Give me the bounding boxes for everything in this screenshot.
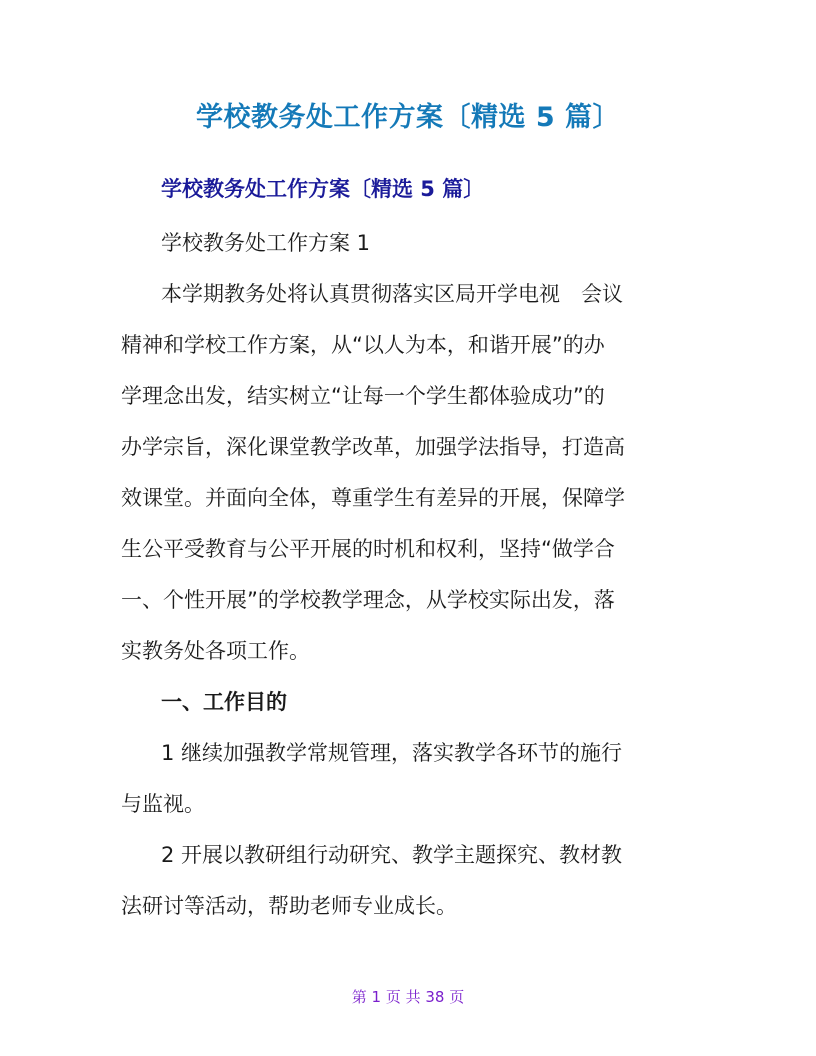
list-item-line: 与监视。 — [121, 792, 205, 816]
paragraph-line: 生公平受教育与公平开展的时机和权利，坚持“做学合 — [121, 537, 615, 561]
document-subtitle: 学校教务处工作方案〔精选 5 篇〕 — [161, 177, 485, 201]
section-title: 学校教务处工作方案 1 — [161, 231, 371, 255]
page-number-footer: 第 1 页 共 38 页 — [351, 988, 465, 1006]
list-item-line: 1 继续加强教学常规管理，落实教学各环节的施行 — [161, 741, 623, 765]
list-item-line: 法研讨等活动，帮助老师专业成长。 — [121, 894, 457, 918]
paragraph-line: 办学宗旨，深化课堂教学改革，加强学法指导，打造高 — [121, 435, 625, 459]
paragraph-line: 学理念出发，结实树立“让每一个学生都体验成功”的 — [121, 384, 605, 408]
paragraph-line: 精神和学校工作方案，从“以人为本，和谐开展”的办 — [121, 333, 605, 357]
paragraph-line: 效课堂。并面向全体，尊重学生有差异的开展，保障学 — [121, 486, 625, 510]
document-title: 学校教务处工作方案〔精选 5 篇〕 — [195, 102, 621, 133]
section-heading: 一、工作目的 — [161, 690, 287, 714]
paragraph-line: 一、个性开展”的学校教学理念，从学校实际出发，落 — [121, 588, 615, 612]
document-body — [121, 218, 696, 932]
paragraph-line: 本学期教务处将认真贯彻落实区局开学电视 会议 — [161, 282, 623, 306]
list-item-line: 2 开展以教研组行动研究、教学主题探究、教材教 — [161, 843, 623, 867]
paragraph-line: 实教务处各项工作。 — [121, 639, 310, 663]
